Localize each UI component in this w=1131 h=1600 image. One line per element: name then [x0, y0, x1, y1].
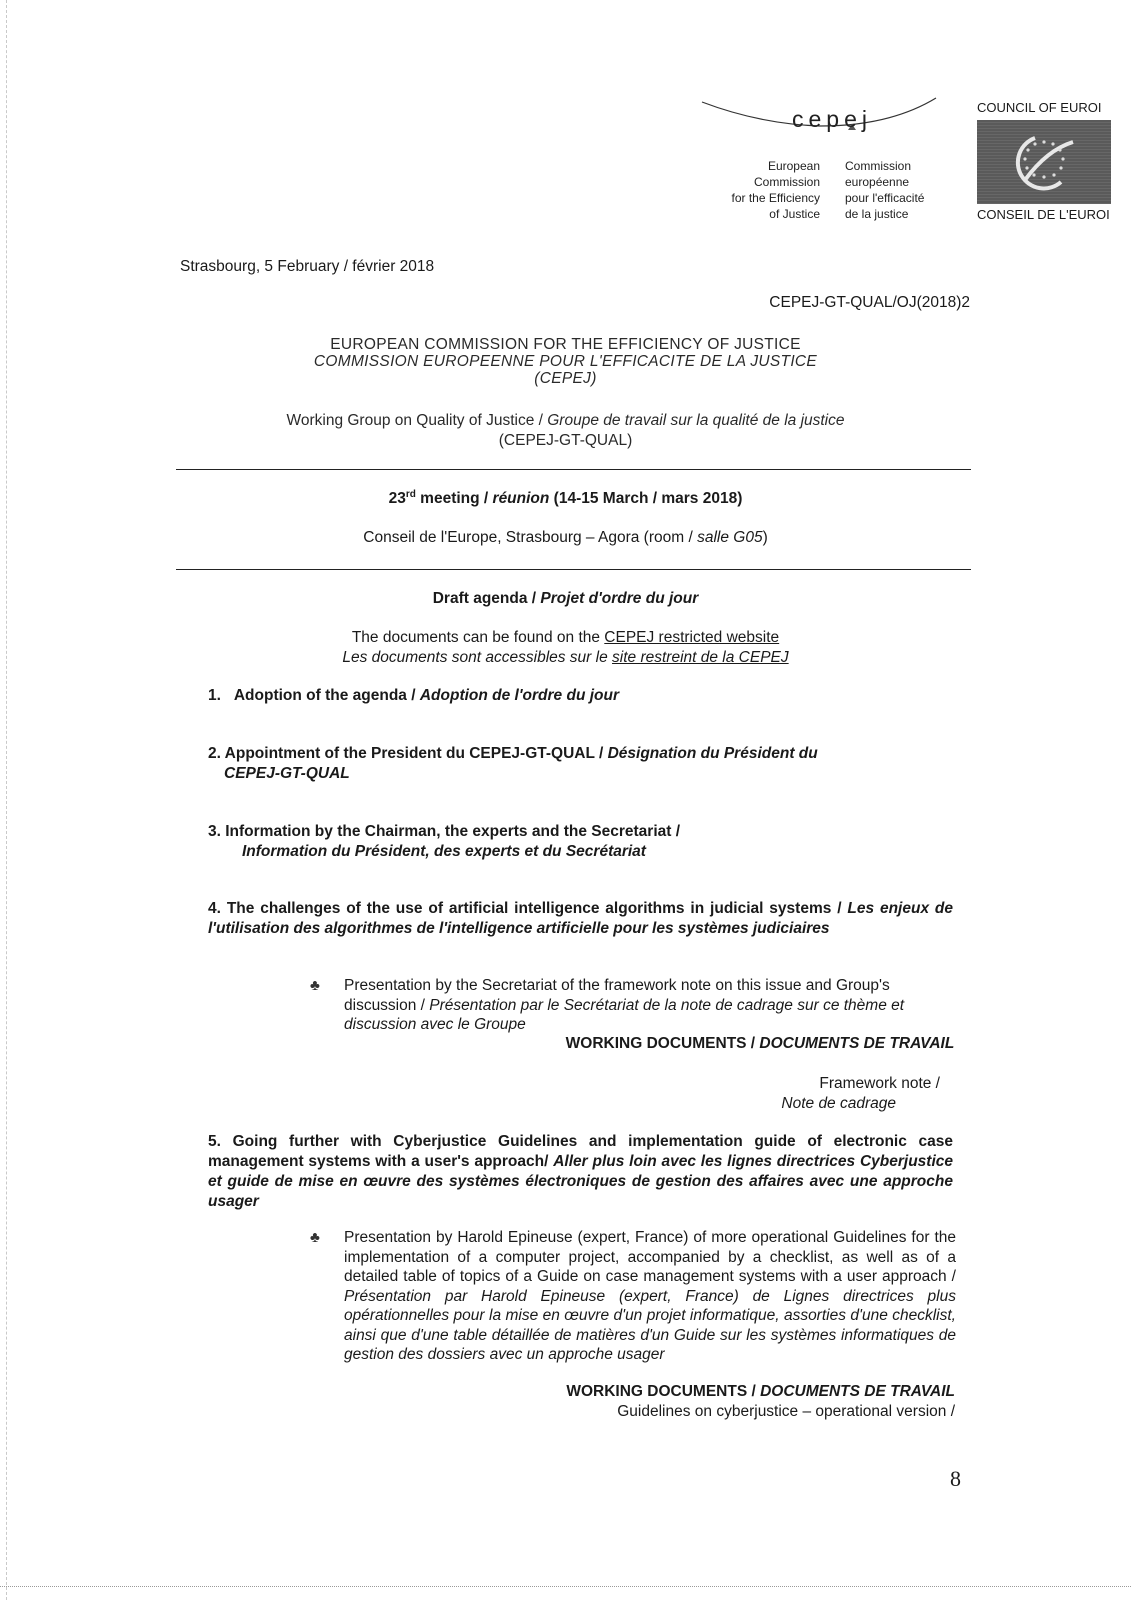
cepej-name-fr: Commission européenne pour l'efficacité de la justice [845, 159, 925, 221]
divider-top [176, 469, 971, 470]
scan-margin-left [0, 0, 7, 1600]
site-restreint-link[interactable]: site restreint de la CEPEJ [612, 649, 789, 666]
item-4-working-documents: WORKING DOCUMENTS / DOCUMENTS DE TRAVAIL [565, 1035, 955, 1052]
title-abbr: (CEPEJ) [534, 370, 597, 387]
coe-label-en: COUNCIL OF EUROI [977, 100, 1102, 115]
item-5-working-documents: WORKING DOCUMENTS / DOCUMENTS DE TRAVAIL Guidelines on cyberjustice – operational version / [566, 1383, 955, 1420]
cepej-name-en: European Commission for the Efficiency of Justice [731, 159, 820, 221]
agenda-item-4: 4. The challenges of the use of artificial intelligence algorithms in judicial systems / Les enjeux de l'utilisation des algorithmes de l'intelligence artificielle pour les systèmes judiciaires [208, 900, 954, 937]
agenda-item-3: 3. Information by the Chairman, the experts and the Secretariat / Information du Président, des experts et du Secrétariat [208, 823, 681, 860]
agenda-item-1: 1. Adoption of the agenda / Adoption de l'ordre du jour [208, 687, 619, 704]
bullet-icon: ♣ [310, 1229, 320, 1246]
title-fr: COMMISSION EUROPEENNE POUR L'EFFICACITE DE LA JUSTICE [313, 353, 818, 370]
bullet-icon: ♣ [310, 977, 320, 994]
working-group [0, 411, 1131, 451]
documents-note: The documents can be found on the CEPEJ restricted website Les documents sont accessibles sur le site restreint de la CEPEJ [342, 629, 789, 666]
coe-logo [977, 120, 1111, 204]
venue-line: Conseil de l'Europe, Strasbourg – Agora (room / salle G05) [363, 529, 768, 546]
item-5-presentation: Presentation by Harold Epineuse (expert, France) of more operational Guidelines for the implementation of a computer project, accompanied by a checklist, as well as of a detailed table of topics of a Guide on case management systems with a user approach / Présentation par Harold Epineuse (expert, France) de Lignes directrices plus opérationnelles pour la mise en œuvre d'un projet informatique, assorties d'une checklist, ainsi que d'une table détaillée de matières d'un Guide sur les systèmes informatiques de gestion des dossiers avec un approche usager [344, 1229, 956, 1363]
cepej-logo-word: cepej [792, 106, 872, 132]
place-date: Strasbourg, 5 February / février 2018 [180, 258, 435, 275]
coe-label-fr: CONSEIL DE L'EUROI [977, 207, 1110, 222]
item-4-presentation: Presentation by the Secretariat of the framework note on this issue and Group's discussion / Présentation par le Secrétariat de la note de cadrage sur ce thème et discussion avec le Groupe [344, 977, 905, 1033]
agenda-item-5: 5. Going further with Cyberjustice Guidelines and implementation guide of electronic case management systems with a user's approach/ Aller plus loin avec les lignes directrices Cyberjustice et guide de mise en œuvre des systèmes électroniques de gestion des affaires avec une approche usager [208, 1133, 954, 1210]
group-en: Working Group on Quality of Justice / [286, 412, 548, 429]
commission-title [0, 336, 1131, 387]
scan-margin-bottom [0, 1586, 1131, 1587]
group-fr: Groupe de travail sur la qualité de la justice [547, 412, 845, 429]
group-abbr: (CEPEJ-GT-QUAL) [498, 432, 633, 449]
cepej-restricted-website-link[interactable]: CEPEJ restricted website [604, 629, 780, 646]
coe-stars-icon [977, 120, 1111, 204]
document-reference: CEPEJ-GT-QUAL/OJ(2018)2 [769, 294, 970, 311]
agenda-title: Draft agenda / Projet d'ordre du jour [432, 590, 699, 607]
page-number: 8 [950, 1466, 961, 1491]
divider-bottom [176, 569, 971, 570]
agenda-item-2: 2. Appointment of the President du CEPEJ-GT-QUAL / Désignation du Président du CEPEJ-GT-QUAL [208, 745, 818, 782]
item-4-framework-note: Framework note / Note de cadrage [781, 1075, 940, 1112]
title-en: EUROPEAN COMMISSION FOR THE EFFICIENCY OF JUSTICE [330, 336, 801, 353]
meeting-line: 23rd meeting / réunion (14-15 March / mars 2018) [388, 489, 743, 508]
